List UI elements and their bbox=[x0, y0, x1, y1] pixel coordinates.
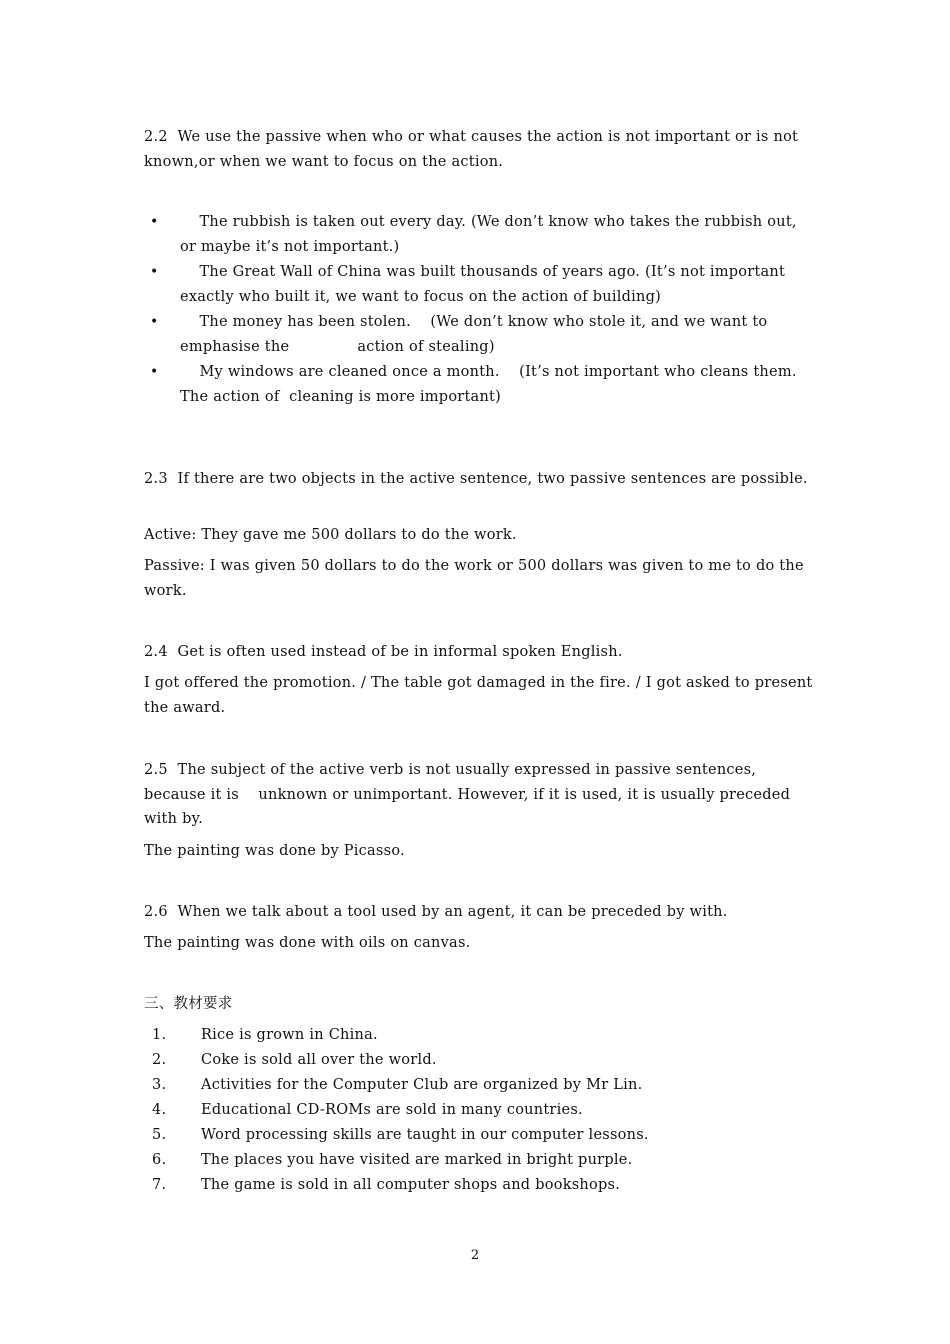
item-text: Coke is sold all over the world. bbox=[201, 1052, 437, 1068]
item-number: 7. bbox=[152, 1177, 167, 1193]
section-2-3-passive: Passive: I was given 50 dollars to do the work or 500 dollars was given to me to do the work. bbox=[144, 558, 809, 599]
item-number: 4. bbox=[152, 1102, 167, 1118]
item-number: 3. bbox=[152, 1077, 167, 1093]
bullet-icon: • bbox=[150, 264, 159, 280]
section-2-3-active: Active: They gave me 500 dollars to do the work. bbox=[144, 527, 517, 543]
item-number: 2. bbox=[152, 1052, 167, 1068]
item-text: Rice is grown in China. bbox=[201, 1027, 378, 1043]
section-2-4-example: I got offered the promotion. / The table got damaged in the fire. / I got asked to present the award. bbox=[144, 675, 818, 716]
list-item bbox=[144, 1123, 814, 1148]
list-item bbox=[144, 1048, 814, 1073]
item-text: Word processing skills are taught in our computer lessons. bbox=[201, 1127, 649, 1143]
list-item bbox=[144, 310, 814, 360]
list-item bbox=[144, 360, 814, 410]
textbook-sentences-list bbox=[144, 1023, 814, 1198]
page-number: 2 bbox=[470, 1248, 480, 1263]
item-number: 6. bbox=[152, 1152, 167, 1168]
section-2-2-intro: 2.2 We use the passive when who or what causes the action is not important or is not known,or when we want to focus on the action. bbox=[144, 129, 803, 170]
item-number: 5. bbox=[152, 1127, 167, 1143]
example-text: My windows are cleaned once a month. (It’s not important who cleans them. The action of cleaning is more important) bbox=[180, 364, 802, 405]
section-2-4-intro: 2.4 Get is often used instead of be in informal spoken English. bbox=[144, 644, 623, 660]
example-text: The rubbish is taken out every day. (We don’t know who takes the rubbish out, or maybe it’s not important.) bbox=[180, 214, 802, 255]
list-item bbox=[144, 1073, 814, 1098]
section-2-5-intro: 2.5 The subject of the active verb is not usually expressed in passive sentences, because it is unknown or unimportant. However, if it is used, it is usually preceded with by. bbox=[144, 762, 795, 827]
item-number: 1. bbox=[152, 1027, 167, 1043]
list-item bbox=[144, 260, 814, 310]
list-item bbox=[144, 1023, 814, 1048]
section-2-2-examples bbox=[144, 210, 814, 410]
list-item bbox=[144, 210, 814, 260]
section-2-3-intro: 2.3 If there are two objects in the active sentence, two passive sentences are possible. bbox=[144, 471, 808, 487]
item-text: The places you have visited are marked in bright purple. bbox=[201, 1152, 633, 1168]
item-text: Educational CD-ROMs are sold in many countries. bbox=[201, 1102, 583, 1118]
example-text: The money has been stolen. (We don’t know who stole it, and we want to emphasise the action of stealing) bbox=[180, 314, 773, 355]
list-item bbox=[144, 1098, 814, 1123]
list-item bbox=[144, 1148, 814, 1173]
bullet-icon: • bbox=[150, 214, 159, 230]
section-2-6-intro: 2.6 When we talk about a tool used by an agent, it can be preceded by with. bbox=[144, 904, 728, 920]
list-item bbox=[144, 1173, 814, 1198]
item-text: The game is sold in all computer shops and bookshops. bbox=[201, 1177, 621, 1193]
bullet-icon: • bbox=[150, 314, 159, 330]
bullet-icon: • bbox=[150, 364, 159, 380]
section-3-heading: 三、教材要求 bbox=[144, 996, 233, 1012]
section-2-5-example: The painting was done by Picasso. bbox=[144, 843, 405, 859]
example-text: The Great Wall of China was built thousands of years ago. (It’s not important exactly who built it, we want to focus on the action of building) bbox=[180, 264, 790, 305]
section-2-6-example: The painting was done with oils on canvas. bbox=[144, 935, 471, 951]
item-text: Activities for the Computer Club are organized by Mr Lin. bbox=[201, 1077, 643, 1093]
